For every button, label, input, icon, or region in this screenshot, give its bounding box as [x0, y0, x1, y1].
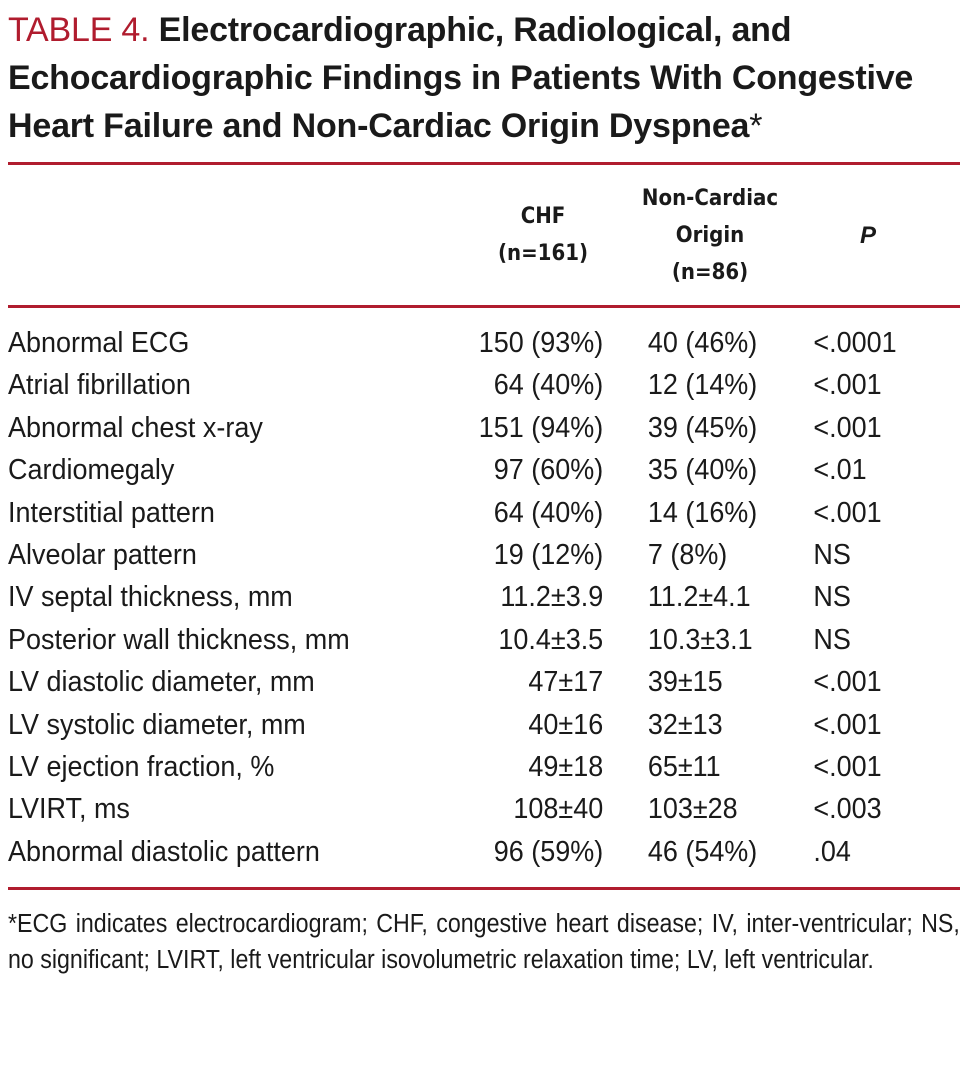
- row-chf-value: 150 (93%): [478, 327, 604, 359]
- table-row: [8, 407, 893, 449]
- row-label: Interstitial pattern: [8, 496, 215, 529]
- row-label: Abnormal diastolic pattern: [8, 835, 320, 868]
- table-row: [8, 619, 893, 661]
- row-non-cardiac-value: 32±13: [647, 708, 723, 741]
- table-container: [8, 0, 960, 978]
- table-body: [8, 308, 960, 887]
- row-chf-value: 47±17: [528, 666, 604, 699]
- row-non-cardiac-value: 14 (16%): [647, 496, 758, 529]
- header-chf: [453, 165, 633, 305]
- row-non-cardiac-value: 46 (54%): [647, 835, 758, 868]
- row-label: LV diastolic diameter, mm: [8, 666, 315, 699]
- row-non-cardiac-value: 7 (8%): [647, 538, 728, 571]
- row-non-cardiac-value: 35 (40%): [647, 454, 758, 487]
- row-chf-value: 64 (40%): [493, 496, 604, 529]
- row-chf-value: 96 (59%): [493, 835, 604, 868]
- header-p-value: P: [859, 221, 876, 249]
- header-chf-line2: (n=161): [497, 241, 589, 266]
- row-chf-value: 10.4±3.5: [498, 623, 604, 656]
- row-p-value: NS: [813, 581, 851, 614]
- row-p-value: <.003: [813, 793, 882, 826]
- table-bottom-rule: [8, 887, 960, 890]
- row-p-value: <.001: [813, 411, 882, 444]
- row-p-value: NS: [813, 538, 851, 571]
- table-row: [8, 788, 893, 830]
- row-p-value: NS: [813, 623, 851, 656]
- table-row: [8, 322, 897, 364]
- table-row: [8, 661, 893, 703]
- row-chf-value: 108±40: [513, 793, 604, 826]
- table-footnote: *ECG indicates electrocardiogram; CHF, congestive heart disease; IV, inter-ventricular; NS, no significant; LVIRT, left ventricular isovolumetric relaxation time; LV, left ventricular.: [8, 910, 960, 975]
- row-non-cardiac-value: 11.2±4.1: [647, 581, 751, 614]
- row-chf-value: 49±18: [528, 750, 604, 783]
- table-label: TABLE 4.: [8, 11, 150, 49]
- table-title-text: Electrocardiographic, Radiological, and Echocardiographic Findings in Patients With Congestive Heart Failure and Non-Cardiac Origin Dyspnea: [8, 11, 914, 145]
- table-header: [8, 165, 960, 305]
- row-p-value: <.001: [813, 369, 882, 402]
- row-chf-value: 19 (12%): [493, 538, 604, 571]
- table-row: [8, 364, 893, 406]
- table-row: [8, 534, 893, 576]
- header-nco-line2: Origin: [675, 222, 745, 248]
- header-non-cardiac: [620, 165, 800, 305]
- row-chf-value: 97 (60%): [493, 454, 604, 487]
- row-non-cardiac-value: 103±28: [647, 793, 738, 826]
- row-p-value: .04: [813, 835, 851, 868]
- row-label: LVIRT, ms: [8, 793, 130, 826]
- row-p-value: <.001: [813, 496, 882, 529]
- row-label: IV septal thickness, mm: [8, 581, 293, 614]
- header-nco-line3: (n=86): [671, 259, 749, 285]
- row-label: Abnormal ECG: [8, 327, 190, 359]
- row-chf-value: 64 (40%): [493, 369, 604, 402]
- row-label: Atrial fibrillation: [8, 369, 191, 402]
- row-label: Posterior wall thickness, mm: [8, 623, 350, 656]
- row-non-cardiac-value: 10.3±3.1: [647, 623, 753, 656]
- header-nco-line1: Non-Cardiac: [641, 185, 779, 211]
- row-p-value: <.0001: [813, 327, 897, 359]
- row-non-cardiac-value: 40 (46%): [647, 327, 758, 359]
- row-p-value: <.01: [813, 454, 867, 487]
- row-label: Alveolar pattern: [8, 538, 197, 571]
- row-non-cardiac-value: 39 (45%): [647, 411, 758, 444]
- row-label: Abnormal chest x-ray: [8, 411, 263, 444]
- row-label: LV ejection fraction, %: [8, 750, 275, 783]
- table-row: [8, 746, 893, 788]
- table-row: [8, 576, 893, 618]
- table-row: [8, 831, 893, 873]
- title-footnote-mark: *: [749, 107, 763, 145]
- row-chf-value: 11.2±3.9: [500, 581, 604, 614]
- table-title: [8, 6, 960, 150]
- row-label: Cardiomegaly: [8, 454, 175, 487]
- row-p-value: <.001: [813, 666, 882, 699]
- row-non-cardiac-value: 12 (14%): [647, 369, 758, 402]
- row-label: LV systolic diameter, mm: [8, 708, 306, 741]
- table-row: [8, 704, 893, 746]
- row-chf-value: 40±16: [528, 708, 604, 741]
- table-row: [8, 449, 893, 491]
- header-chf-line1: CHF: [520, 204, 566, 229]
- row-p-value: <.001: [813, 708, 882, 741]
- row-non-cardiac-value: 65±11: [647, 750, 721, 783]
- row-non-cardiac-value: 39±15: [647, 666, 723, 699]
- row-p-value: <.001: [813, 750, 882, 783]
- row-chf-value: 151 (94%): [478, 411, 604, 444]
- table-row: [8, 492, 893, 534]
